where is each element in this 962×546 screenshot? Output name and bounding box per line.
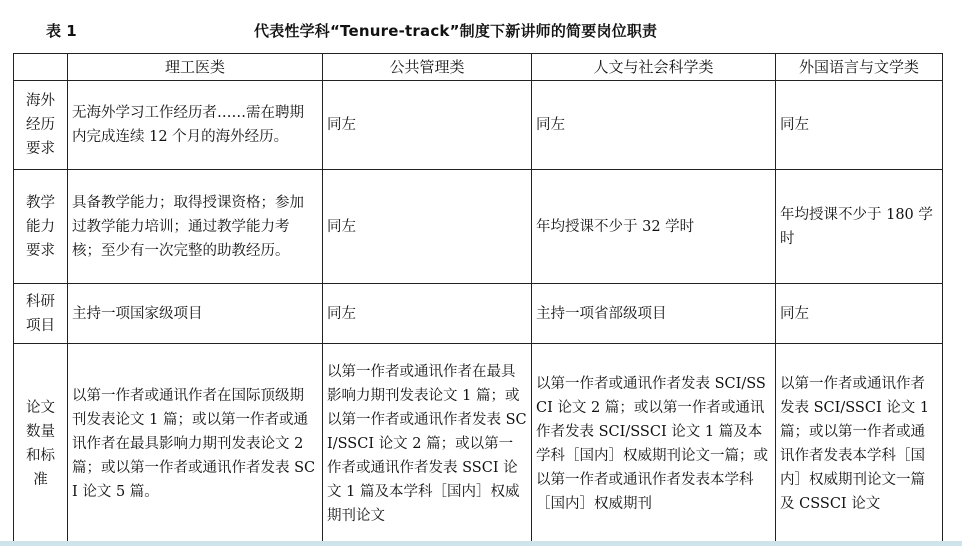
table-cell: 同左	[532, 81, 776, 170]
table-cell: 同左	[323, 284, 532, 344]
row-teaching-ability	[14, 170, 943, 284]
row-label: 论文 数量 和标 准	[14, 344, 68, 544]
table-cell: 主持一项国家级项目	[68, 284, 323, 344]
header-science-engineering-medicine: 理工医类	[68, 54, 323, 81]
table-cell: 年均授课不少于 32 学时	[532, 170, 776, 284]
header-row	[14, 54, 943, 81]
row-overseas-experience	[14, 81, 943, 170]
table-cell: 以第一作者或通讯作者发表 SCI/SSCI 论文 2 篇；或以第一作者或通讯作者发表 SCI/SSCI 论文 1 篇及本学科［国内］权威期刊论文一篇；或以第一作者或通讯作者发表本学科［国内］权威期刊	[532, 344, 776, 544]
table-cell: 具备教学能力；取得授课资格；参加过教学能力培训；通过教学能力考核；至少有一次完整的助教经历。	[68, 170, 323, 284]
table-cell: 以第一作者或通讯作者在国际顶级期刊发表论文 1 篇；或以第一作者或通讯作者在最具影响力期刊发表论文 2 篇；或以第一作者或通讯作者发表 SCI 论文 5 篇。	[68, 344, 323, 544]
table-cell: 以第一作者或通讯作者在最具影响力期刊发表论文 1 篇；或以第一作者或通讯作者发表 SCI/SSCI 论文 2 篇；或以第一作者或通讯作者发表 SSCI 论文 1 篇及本学科［国内］权威期刊论文	[323, 344, 532, 544]
header-public-administration: 公共管理类	[323, 54, 532, 81]
row-label: 海外 经历 要求	[14, 81, 68, 170]
table-cell: 同左	[776, 81, 943, 170]
header-corner	[14, 54, 68, 81]
table-cell: 同左	[323, 81, 532, 170]
table-cell: 以第一作者或通讯作者发表 SCI/SSCI 论文 1 篇；或以第一作者或通讯作者发表本学科［国内］权威期刊论文一篇及 CSSCI 论文	[776, 344, 943, 544]
table-label: 表 1	[46, 22, 77, 40]
row-paper-requirements	[14, 344, 943, 544]
table-cell: 无海外学习工作经历者……需在聘期内完成连续 12 个月的海外经历。	[68, 81, 323, 170]
header-humanities-social-sciences: 人文与社会科学类	[532, 54, 776, 81]
row-research-project	[14, 284, 943, 344]
table-cell: 同左	[776, 284, 943, 344]
table-cell: 年均授课不少于 180 学时	[776, 170, 943, 284]
row-label: 科研 项目	[14, 284, 68, 344]
table-cell: 主持一项省部级项目	[532, 284, 776, 344]
duties-table	[13, 53, 943, 544]
table-title: 代表性学科“Tenure-track”制度下新讲师的简要岗位职责	[254, 22, 658, 40]
header-foreign-languages-literature: 外国语言与文学类	[776, 54, 943, 81]
page-edge-strip	[0, 541, 962, 546]
table-caption	[0, 16, 962, 44]
row-label: 教学 能力 要求	[14, 170, 68, 284]
table-cell: 同左	[323, 170, 532, 284]
